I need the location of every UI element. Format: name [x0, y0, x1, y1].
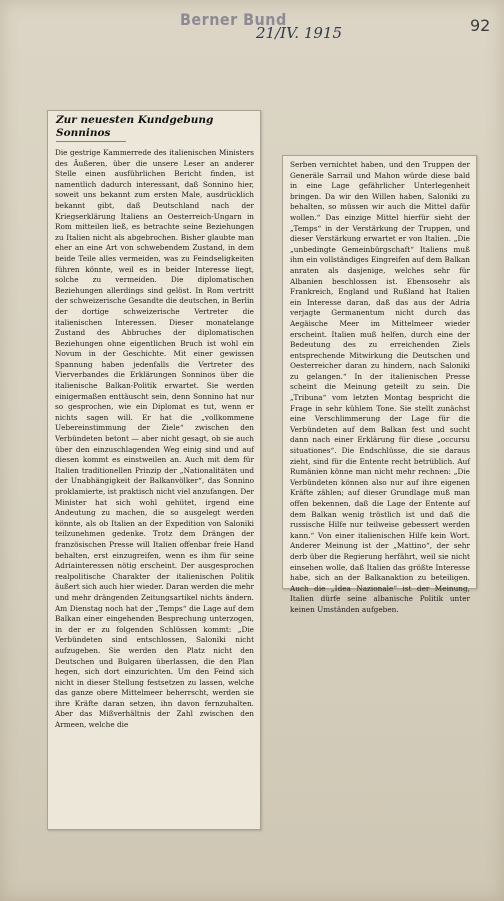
clipping-column-left: [47, 110, 261, 830]
headline-rule: [56, 141, 126, 142]
page-number: 92: [470, 16, 491, 35]
article-text-right: Serben vernichtet haben, und den Truppen der Generäle Sarrail und Mahon würde diese bald in eine Lage gefährlicher Unterlegenheit bringen. Da wir den Willen haben, Saloniki zu behalten, so müssen wir auch die Mittel dafür wollen.“ Das einzige Mittel hierfür sieht der „Temps“ in der Verstärkung der Truppen, und dieser Verstärkung erwartet er von Italien. „Die „unbedingte Gemeinbürgschaft“ Italiens muß ihm ein vollständiges Eingreifen auf dem Balkan anraten als dasjenige, welches sehr für Albanien beschlossen ist. Ebensosehr als Frankreich, England und Rußland hat Italien ein Interesse daran, daß das aus der Adria verjagte Germanentum nicht durch das Aegäische Meer im Mittelmeer wieder erscheint. Italien muß helfen, durch eine der Bedeutung des zu erreichenden Ziels entsprechende Mitwirkung die Deutschen und Oesterreicher daran zu hindern, nach Saloniki zu gelangen.“ In der italienischen Presse scheint die Meinung geteilt zu sein. Die „Tribuna“ vom letzten Montag bespricht die Frage in sehr kühlem Tone. Sie stellt zunächst eine Verschlimmerung der Lage für die Verbündeten auf dem Balkan fest und sucht dann nach einer Erklärung für diese „occursu situationes“. Die Endschlüsse, die sie daraus zieht, sind für die Entente recht betrüblich. Auf Rumänien könne man nicht mehr rechnen: „Die Verbündeten können also nur auf ihre eigenen Kräfte zählen; auf dieser Grundlage muß man offen bekennen, daß die Lage der Entente auf dem Balkan wenig tröstlich ist und daß die russische Hilfe nur teilweise gebessert werden kann.“ Von einer italienischen Hilfe kein Wort. Anderer Meinung ist der „Mattino“, der sehr derb über die Regierung herfährt, weil sie nicht einsehen wolle, daß Italien das größte Interesse habe, sich an der Balkanaktion zu beteiligen. Auch die „Idea Nazionale“ ist der Meinung, Italien dürfe seine albanische Politik unter keinen Umständen aufgeben.: [290, 160, 470, 614]
article-text-left: Die gestrige Kammerrede des italienischen Ministers des Äußeren, über die unsere Leser an anderer Stelle einen ausführlichen Bericht finden, ist namentlich dadurch interessant, daß Sonnino hier, soweit uns bekannt zum ersten Male, ausdrücklich bekannt gibt, daß Deutschland nach der Kriegserklärung Italiens an Oesterreich-Ungarn in Rom mitteilen ließ, es betrachte seine Beziehungen zu Italien nicht als abgebrochen. Bisher glaubte man eher an eine Art von schwebendem Zustand, in dem beide Teile alles vermeiden, was zu Feindseligkeiten führen könnte, weil es in beider Interesse liegt, solche zu vermeiden. Die diplomatischen Beziehungen allerdings sind gelöst. In Rom vertritt der schweizerische Gesandte die deutschen, in Berlin der dortige schweizerische Vertreter die italienischen Interessen. Dieser monatelange Zustand des Abbruches der diplomatischen Beziehungen ohne eigentlichen Bruch ist wohl ein Novum in der Geschichte. Mit einer gewissen Spannung haben jedenfalls die Vertreter des Vierverbandes die Erklärungen Sonninos über die italienische Balkan-Politik erwartet. Sie werden einigermaßen enttäuscht sein, denn Sonnino hat nur so gesprochen, wie ein Diplomat es tut, wenn er nichts sagen will. Er hat die „vollkommene Uebereinstimmung der Ziele“ zwischen den Verbündeten betont — aber nicht gesagt, ob sie auch über den einzuschlagenden Weg einig sind und auf diesen kommt es einstweilen an. Auch mit dem für Italien traditionellen Prinzip der „Nationalitäten und der Unabhängigkeit der Balkanvölker“, das Sonnino proklamierte, ist praktisch nicht viel anzufangen. Der Minister hat sich wohl gehütet, irgend eine Andeutung zu machen, die so ausgelegt werden könnte, als ob Italien an der Expedition von Saloniki teilzunehmen gedenke. Trotz dem Drängen der französischen Presse will Italien offenbar freie Hand behalten, erst einzugreifen, wenn es ihm für seine Adriainteressen nötig erscheint. Der ausgesprochen realpolitische Charakter der italienischen Politik äußert sich auch hier wieder. Daran werden die mehr und mehr drängenden Zeitungsartikel nichts ändern. Am Dienstag noch hat der „Temps“ die Lage auf dem Balkan einer eingehenden Besprechung unterzogen, in der er zu folgenden Schlüssen kommt: „Die Verbündeten sind entschlossen, Saloniki nicht aufzugeben. Sie werden den Platz nicht den Deutschen und Bulgaren überlassen, die den Plan hegen, sich dort einzurichten. Um den Feind sich nicht in dieser Stellung festsetzen zu lassen, welche das ganze obere Mittelmeer beherrscht, werden sie ihre Kräfte daran setzen, ihn davon fernzuhalten. Aber das Mißverhältnis der Zahl zwischen den Armeen, welche die: [55, 148, 254, 730]
newspaper-stamp: Berner Bund: [180, 10, 287, 29]
clipping-column-right: [282, 155, 477, 614]
handwritten-date: 21/IV. 1915: [256, 24, 342, 42]
article-headline: Zur neuesten Kundgebung Sonninos: [56, 114, 214, 139]
